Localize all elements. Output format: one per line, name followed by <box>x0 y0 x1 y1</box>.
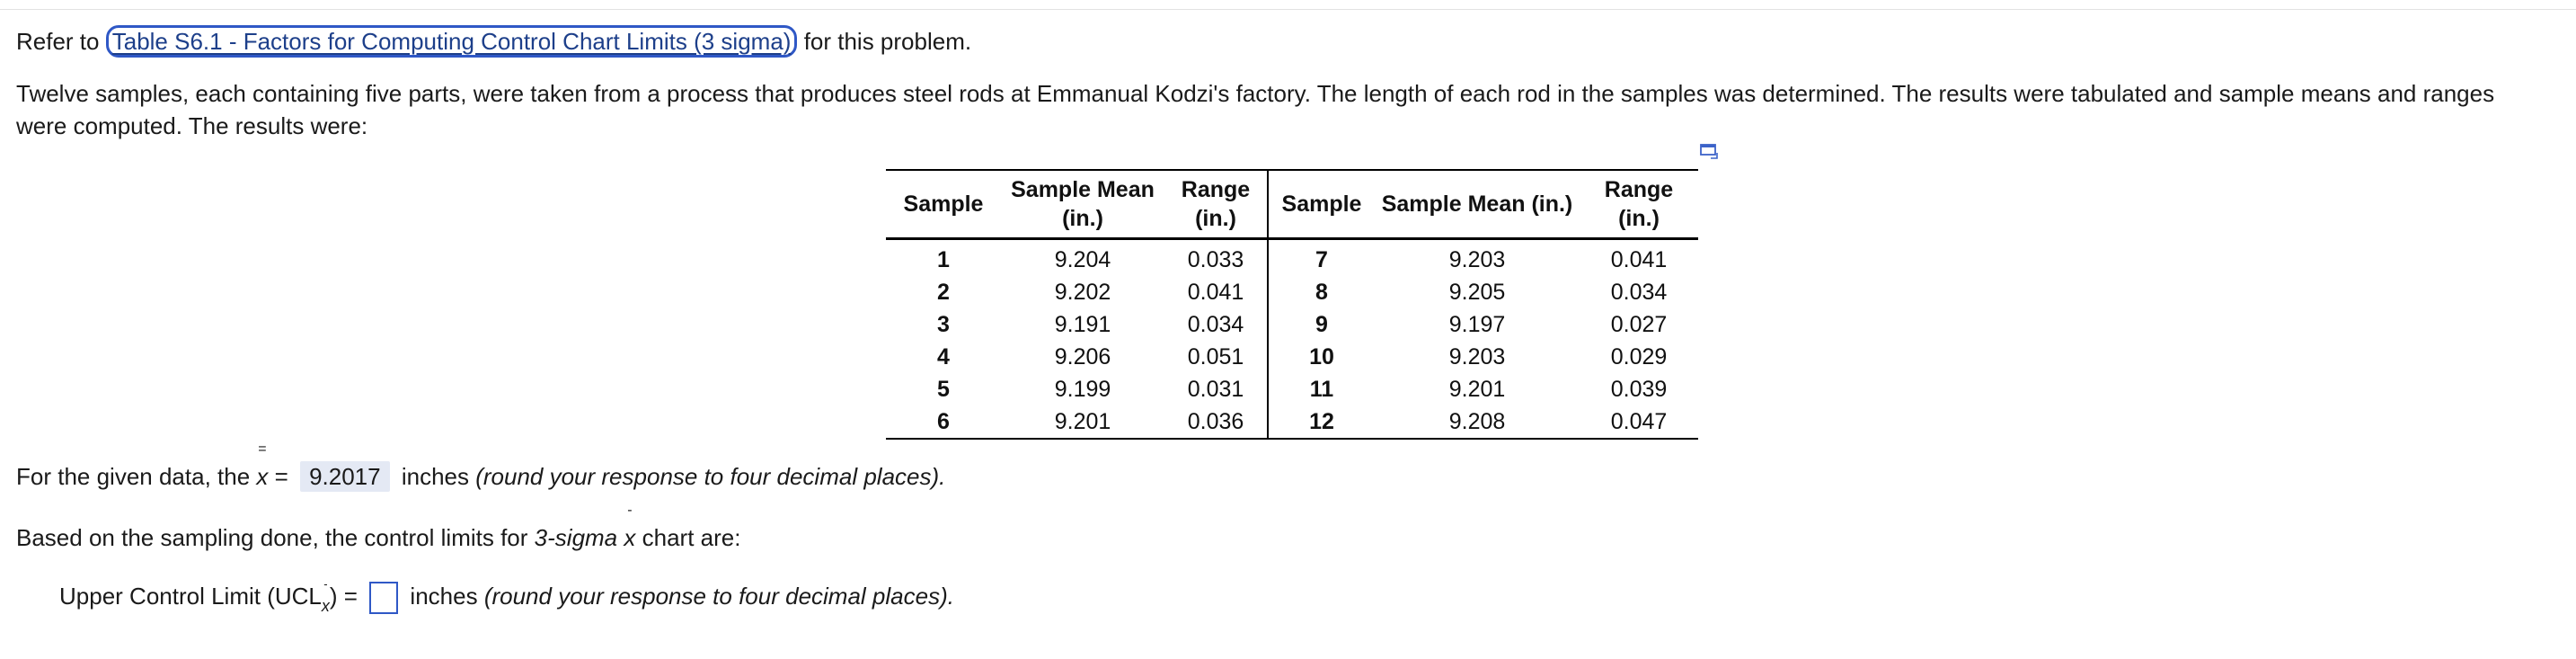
header-range-line2: (in.) <box>1195 205 1236 231</box>
q2-suffix: chart are: <box>642 524 741 551</box>
ucl-question <box>59 577 954 615</box>
sample-data-table <box>886 169 1698 440</box>
table-row <box>886 373 1698 405</box>
table-row <box>886 405 1698 439</box>
sample-number: 12 <box>1268 405 1375 439</box>
ucl-subscript-letter: x <box>321 597 330 615</box>
sample-mean: 9.206 <box>1054 343 1111 370</box>
sample-range: 0.034 <box>1610 279 1668 305</box>
sample-mean: 9.191 <box>1054 311 1111 337</box>
ucl-close: ) = <box>329 583 358 610</box>
sample-mean: 9.199 <box>1054 376 1111 402</box>
x-double-bar-letter: x <box>256 463 269 490</box>
expand-table-icon[interactable] <box>1700 144 1718 160</box>
sample-number: 3 <box>937 311 950 337</box>
sample-number: 11 <box>1268 373 1375 405</box>
q2-method: 3-sigma <box>534 524 618 551</box>
q1-units: inches <box>401 463 469 490</box>
sample-range: 0.033 <box>1187 246 1244 272</box>
header-sample-mean <box>1001 170 1164 238</box>
sample-range: 0.031 <box>1187 376 1244 402</box>
table-header-row <box>886 170 1698 238</box>
sample-number: 9 <box>1268 308 1375 341</box>
header-sample-2: Sample <box>1268 170 1375 238</box>
intro-line <box>16 25 971 58</box>
ucl-answer-input[interactable] <box>369 582 398 614</box>
header-range-2: Range (in.) <box>1580 170 1698 238</box>
sample-mean: 9.203 <box>1448 343 1506 370</box>
sample-range: 0.041 <box>1610 246 1668 272</box>
sample-range: 0.051 <box>1187 343 1244 370</box>
sample-number: 7 <box>1268 238 1375 276</box>
sample-number: 4 <box>937 343 950 370</box>
grand-mean-question <box>16 441 946 493</box>
ucl-hint: (round your response to four decimal places). <box>483 583 954 610</box>
sample-mean: 9.204 <box>1054 246 1111 272</box>
table-row <box>886 308 1698 341</box>
header-sample-mean-line2: (in.) <box>1062 205 1103 231</box>
q1-equals: = <box>274 463 288 490</box>
ucl-units: inches <box>410 583 478 610</box>
sample-number: 6 <box>886 405 1001 439</box>
table-row <box>886 238 1698 276</box>
sample-number: 5 <box>937 376 950 402</box>
header-sample: Sample <box>886 170 1001 238</box>
header-range-line1: Range <box>1181 176 1251 202</box>
q2-prefix: Based on the sampling done, the control limits for <box>16 524 528 551</box>
table-row <box>886 276 1698 308</box>
sample-number: 1 <box>937 246 950 272</box>
ucl-subscript: - x <box>321 577 330 615</box>
top-divider <box>0 0 2576 10</box>
problem-description: Twelve samples, each containing five parts, were taken from a process that produces steel rods at Emmanual Kodzi's factory. The length of each rod in the samples was determined. The results were tabulated and sample means and ranges were computed. The results were: <box>16 80 2495 139</box>
grand-mean-answer[interactable]: 9.2017 <box>300 461 390 492</box>
x-bar-symbol: - x <box>624 503 636 551</box>
control-limits-intro <box>16 503 741 554</box>
sample-mean: 9.203 <box>1448 246 1506 272</box>
sample-mean: 9.197 <box>1448 311 1506 337</box>
sample-mean: 9.208 <box>1375 405 1580 439</box>
intro-prefix: Refer to <box>16 28 100 55</box>
table-s6-1-link[interactable]: Table S6.1 - Factors for Computing Control Chart Limits (3 sigma) <box>106 25 798 58</box>
q1-prefix: For the given data, the <box>16 463 251 490</box>
sample-range: 0.034 <box>1187 311 1244 337</box>
sample-mean: 9.202 <box>1054 279 1111 305</box>
q1-hint: (round your response to four decimal places). <box>475 463 946 490</box>
sample-range: 0.047 <box>1580 405 1698 439</box>
sample-range: 0.027 <box>1610 311 1668 337</box>
sample-mean: 9.201 <box>1001 405 1164 439</box>
sample-mean: 9.205 <box>1448 279 1506 305</box>
sample-range: 0.041 <box>1187 279 1244 305</box>
table-row <box>886 341 1698 373</box>
sample-number: 10 <box>1268 341 1375 373</box>
sample-mean: 9.201 <box>1448 376 1506 402</box>
header-sample-mean-2: Sample Mean (in.) <box>1375 170 1580 238</box>
sample-range: 0.036 <box>1164 405 1268 439</box>
ucl-label: Upper Control Limit (UCL <box>59 583 322 610</box>
sample-number: 2 <box>937 279 950 305</box>
header-sample-mean-line1: Sample Mean <box>1011 176 1155 202</box>
x-double-bar-symbol: = x <box>256 441 269 490</box>
sample-range: 0.029 <box>1610 343 1668 370</box>
sample-range: 0.039 <box>1610 376 1668 402</box>
header-range <box>1164 170 1268 238</box>
intro-suffix: for this problem. <box>803 28 972 55</box>
x-bar-letter: x <box>624 524 636 551</box>
sample-number: 8 <box>1268 276 1375 308</box>
